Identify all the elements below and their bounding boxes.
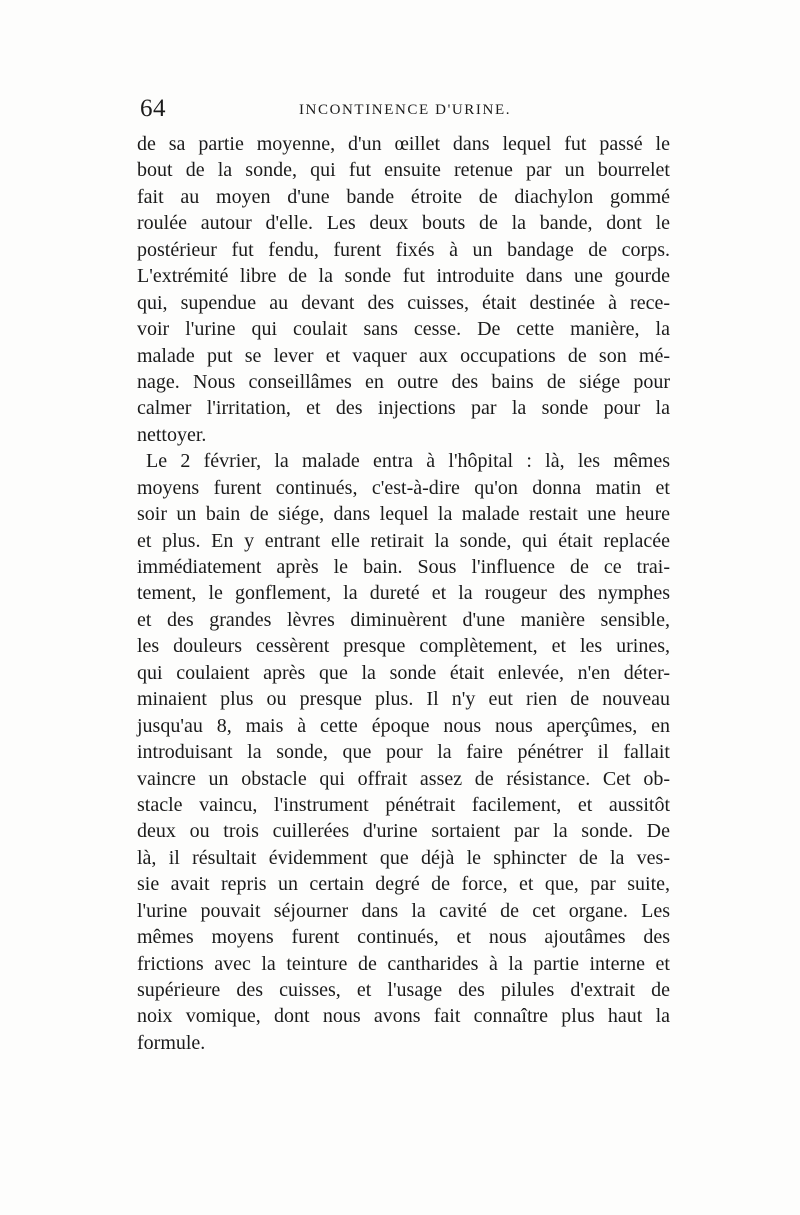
text-line: formule. bbox=[137, 1031, 206, 1054]
text-line: et des grandes lèvres diminuèrent d'une manière sensible, bbox=[137, 608, 670, 631]
text-line: jusqu'au 8, mais à cette époque nous nous aperçûmes, en bbox=[137, 714, 670, 737]
text-line: là, il résultait évidemment que déjà le sphincter de la ves- bbox=[137, 846, 670, 869]
text-line: calmer l'irritation, et des injections par la sonde pour la bbox=[137, 397, 670, 420]
text-line: stacle vaincu, l'instrument pénétrait facilement, et aussitôt bbox=[137, 793, 670, 816]
text-line: introduisant la sonde, que pour la faire pénétrer il fallait bbox=[137, 741, 670, 764]
text-line: et plus. En y entrant elle retirait la sonde, qui était replacée bbox=[137, 529, 670, 552]
text-line: nettoyer. bbox=[137, 423, 207, 446]
text-line: les douleurs cessèrent presque complètement, et les urines, bbox=[137, 635, 670, 658]
text-line: L'extrémité libre de la sonde fut introduite dans une gourde bbox=[137, 265, 670, 288]
text-line: sie avait repris un certain degré de force, et que, par suite, bbox=[137, 873, 670, 896]
text-line: qui coulaient après que la sonde était enlevée, n'en déter- bbox=[137, 661, 670, 684]
text-line: vaincre un obstacle qui offrait assez de résistance. Cet ob- bbox=[137, 767, 670, 790]
text-line: frictions avec la teinture de cantharides à la partie interne et bbox=[137, 952, 670, 975]
text-line: immédiatement après le bain. Sous l'influence de ce trai- bbox=[137, 556, 670, 578]
text-line: bout de la sonde, qui fut ensuite retenue par un bourrelet bbox=[137, 159, 670, 182]
text-line: nage. Nous conseillâmes en outre des bains de siége pour bbox=[137, 370, 670, 393]
text-line: fait au moyen d'une bande étroite de diachylon gommé bbox=[137, 185, 670, 208]
text-line: qui, supendue au devant des cuisses, était destinée à rece- bbox=[137, 291, 670, 314]
body-text bbox=[137, 131, 670, 1056]
page-number: 64 bbox=[140, 95, 166, 122]
text-line: deux ou trois cuillerées d'urine sortaient par la sonde. De bbox=[137, 820, 670, 843]
text-line: moyens furent continués, c'est-à-dire qu'on donna matin et bbox=[137, 476, 670, 499]
text-line: de sa partie moyenne, d'un œillet dans lequel fut passé le bbox=[137, 133, 670, 155]
text-line: soir un bain de siége, dans lequel la malade restait une heure bbox=[137, 503, 670, 526]
text-line: voir l'urine qui coulait sans cesse. De cette manière, la bbox=[137, 318, 670, 341]
text-line: malade put se lever et vaquer aux occupations de son mé- bbox=[137, 344, 670, 367]
text-line: minaient plus ou presque plus. Il n'y eut rien de nouveau bbox=[137, 688, 670, 711]
page-header bbox=[140, 94, 670, 128]
text-line: Le 2 février, la malade entra à l'hôpital : là, les mêmes bbox=[146, 450, 670, 473]
text-line: supérieure des cuisses, et l'usage des pilules d'extrait de bbox=[137, 979, 670, 1001]
text-line: noix vomique, dont nous avons fait connaître plus haut la bbox=[137, 1005, 670, 1028]
running-head: INCONTINENCE D'URINE. bbox=[298, 102, 512, 118]
text-line: roulée autour d'elle. Les deux bouts de la bande, dont le bbox=[137, 212, 670, 235]
text-line: mêmes moyens furent continués, et nous ajoutâmes des bbox=[137, 926, 670, 949]
text-line: l'urine pouvait séjourner dans la cavité de cet organe. Les bbox=[137, 899, 670, 922]
text-line: tement, le gonflement, la dureté et la rougeur des nymphes bbox=[137, 582, 670, 605]
text-line: postérieur fut fendu, furent fixés à un bandage de corps. bbox=[137, 238, 670, 261]
